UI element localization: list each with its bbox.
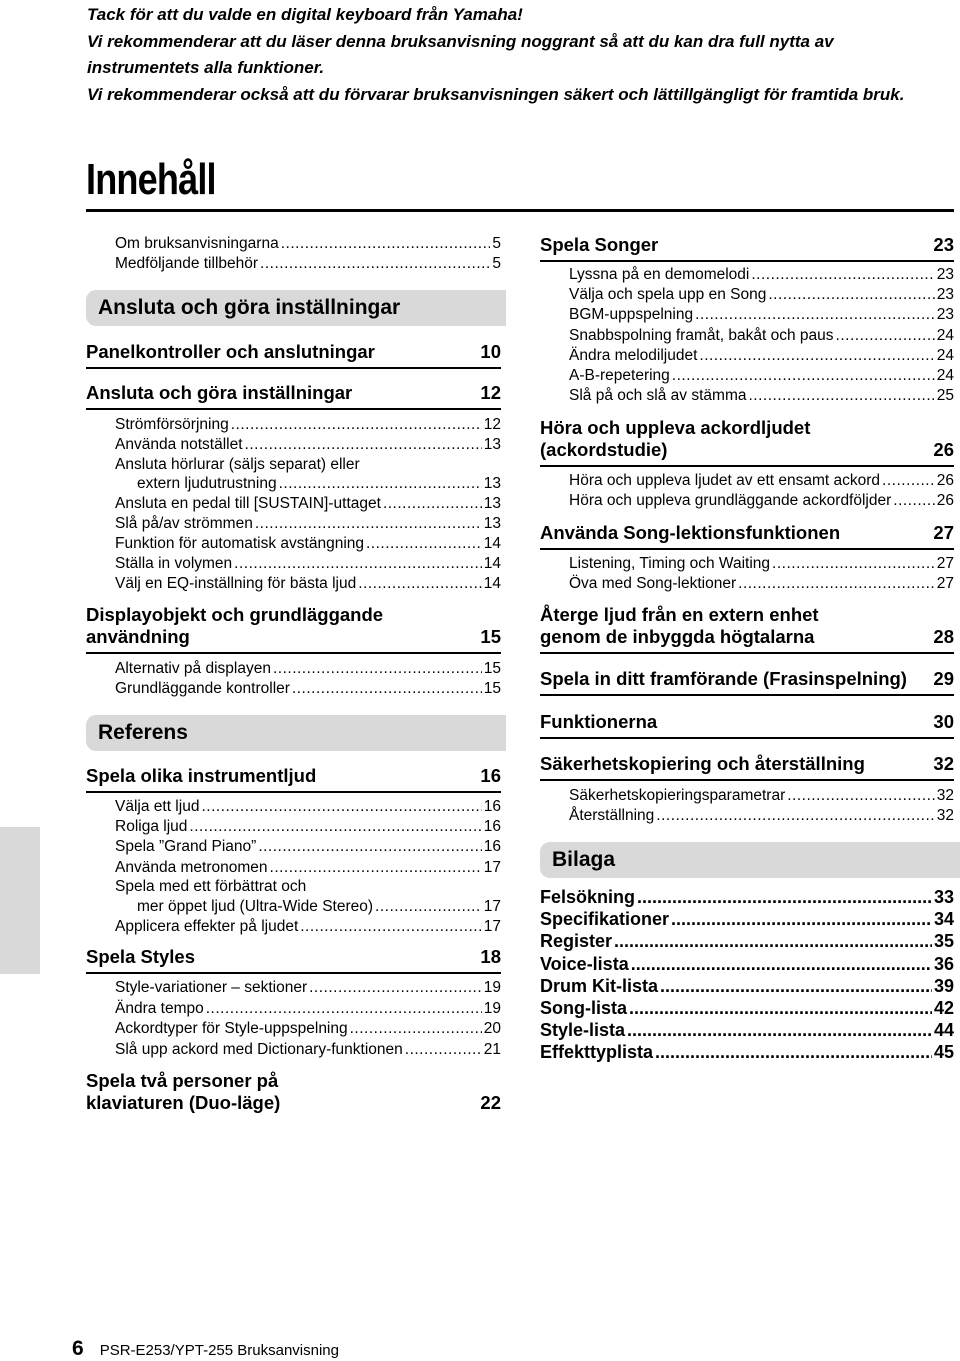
toc-section[interactable]: Spela två personer på klaviaturen (Duo-läge) 22 [86,1070,501,1113]
toc-entry[interactable]: Välja ett ljud ..... 16 [115,797,501,817]
toc-entry[interactable]: Song-lista ..... 42 [540,997,954,1019]
page-title: Innehåll [86,155,216,204]
toc-entry[interactable]: Lyssna på en demomelodi ..... 23 [569,265,954,285]
toc-entry[interactable]: A-B-repetering ..... 24 [569,366,954,386]
intro-line: Tack för att du valde en digital keyboard från Yamaha! [87,5,523,24]
toc-entry[interactable]: Slå på/av strömmen ..... 13 [115,514,501,534]
toc-entry[interactable]: Öva med Song-lektioner ..... 27 [569,574,954,594]
toc-entry[interactable]: Välj en EQ-inställning för bästa ljud ..... 14 [115,574,501,594]
intro-line: instrumentets alla funktioner. [87,58,325,77]
toc-entry[interactable]: Ansluta en pedal till [SUSTAIN]-uttaget ..... 13 [115,494,501,514]
toc-entry[interactable]: Listening, Timing och Waiting ..... 27 [569,554,954,574]
toc-entry[interactable]: Felsökning ..... 33 [540,886,954,908]
toc-entry[interactable]: Säkerhetskopieringsparametrar ..... 32 [569,786,954,806]
toc-entry[interactable]: Använda metronomen ..... 17 [115,858,501,878]
toc-entry[interactable]: Medföljande tillbehör ..... 5 [115,254,501,274]
toc-section[interactable]: Displayobjekt och grundläggande användning 15 [86,604,501,654]
toc-entry[interactable]: Höra och uppleva ljudet av ett ensamt ackord ..... 26 [569,471,954,491]
toc-entry[interactable]: Ställa in volymen ..... 14 [115,554,501,574]
toc-entry[interactable]: Använda notstället ..... 13 [115,435,501,455]
toc-entry[interactable]: mer öppet ljud (Ultra-Wide Stereo) ..... 17 [137,897,501,917]
toc-entry[interactable]: Style-lista ..... 44 [540,1019,954,1041]
toc-section[interactable]: Använda Song-lektionsfunktionen 27 [540,522,954,550]
toc-section[interactable]: Ansluta och göra inställningar 12 [86,382,501,410]
toc-entry[interactable]: Spela med ett förbättrat och [115,878,307,895]
toc-entry[interactable]: Alternativ på displayen ..... 15 [115,659,501,679]
toc-entry[interactable]: Höra och uppleva grundläggande ackordföljder ..... 26 [569,491,954,511]
toc-entry[interactable]: Grundläggande kontroller ..... 15 [115,679,501,699]
section-band-bilaga: Bilaga [540,842,960,878]
toc-entry[interactable]: Ändra melodiljudet ..... 24 [569,346,954,366]
page-number: 6 [72,1337,84,1360]
toc-entry[interactable]: Strömförsörjning ..... 12 [115,415,501,435]
toc-entry[interactable]: Ansluta hörlurar (säljs separat) eller [115,456,360,473]
section-band-referens: Referens [86,715,506,751]
toc-entry[interactable]: Om bruksanvisningarna ..... 5 [115,234,501,254]
toc-entry[interactable]: Roliga ljud ..... 16 [115,817,501,837]
toc-entry[interactable]: Spela ”Grand Piano” ..... 16 [115,837,501,857]
toc-section[interactable]: Säkerhetskopiering och återställning 32 [540,753,954,781]
toc-entry[interactable]: extern ljudutrustning ..... 13 [137,474,501,494]
toc-entry[interactable]: Voice-lista ..... 36 [540,953,954,975]
toc-section[interactable]: Spela olika instrumentljud 16 [86,765,501,793]
side-tab [0,827,40,974]
toc-section[interactable]: Spela Songer 23 [540,234,954,262]
title-divider [86,209,954,212]
toc-entry[interactable]: Effekttyplista ..... 45 [540,1041,954,1063]
manual-name: PSR-E253/YPT-255 Bruksanvisning [99,1342,339,1359]
toc-entry[interactable]: Slå på och slå av stämma ..... 25 [569,386,954,406]
toc-section[interactable]: Spela Styles 18 [86,946,501,974]
toc-entry[interactable]: Ändra tempo ..... 19 [115,999,501,1019]
toc-entry[interactable]: Välja och spela upp en Song ..... 23 [569,285,954,305]
toc-section[interactable]: Panelkontroller och anslutningar 10 [86,341,501,369]
page-footer [72,1337,339,1361]
intro-line: Vi rekommenderar också att du förvarar bruksanvisningen säkert och lättillgängligt för framtida bruk. [87,84,905,104]
toc-section[interactable]: Spela in ditt framförande (Frasinspelning) 29 [540,668,954,696]
intro-text [87,2,937,108]
toc-section[interactable]: Återge ljud från en extern enhet genom de inbyggda högtalarna 28 [540,604,954,654]
toc-entry[interactable]: Style-variationer – sektioner ..... 19 [115,978,501,998]
toc-entry[interactable]: Register ..... 35 [540,930,954,952]
toc-entry[interactable]: Återställning ..... 32 [569,806,954,826]
toc-entry[interactable]: Drum Kit-lista ..... 39 [540,975,954,997]
toc-entry[interactable]: Applicera effekter på ljudet ..... 17 [115,917,501,937]
toc-section[interactable]: Funktionerna 30 [540,711,954,739]
toc-entry[interactable]: Specifikationer ..... 34 [540,908,954,930]
toc-entry[interactable]: Ackordtyper för Style-uppspelning ..... 20 [115,1019,501,1039]
toc-entry[interactable]: Snabbspolning framåt, bakåt och paus ..... 24 [569,326,954,346]
section-band-ansluta: Ansluta och göra inställningar [86,290,506,326]
toc-entry[interactable]: Funktion för automatisk avstängning ..... 14 [115,534,501,554]
intro-line: Vi rekommenderar att du läser denna bruksanvisning noggrant så att du kan dra full nytta av [87,31,834,51]
toc-entry[interactable]: Slå upp ackord med Dictionary-funktionen ..... 21 [115,1040,501,1060]
toc-entry[interactable]: BGM-uppspelning ..... 23 [569,305,954,325]
toc-section[interactable]: Höra och uppleva ackordljudet (ackordstudie) 26 [540,417,954,467]
